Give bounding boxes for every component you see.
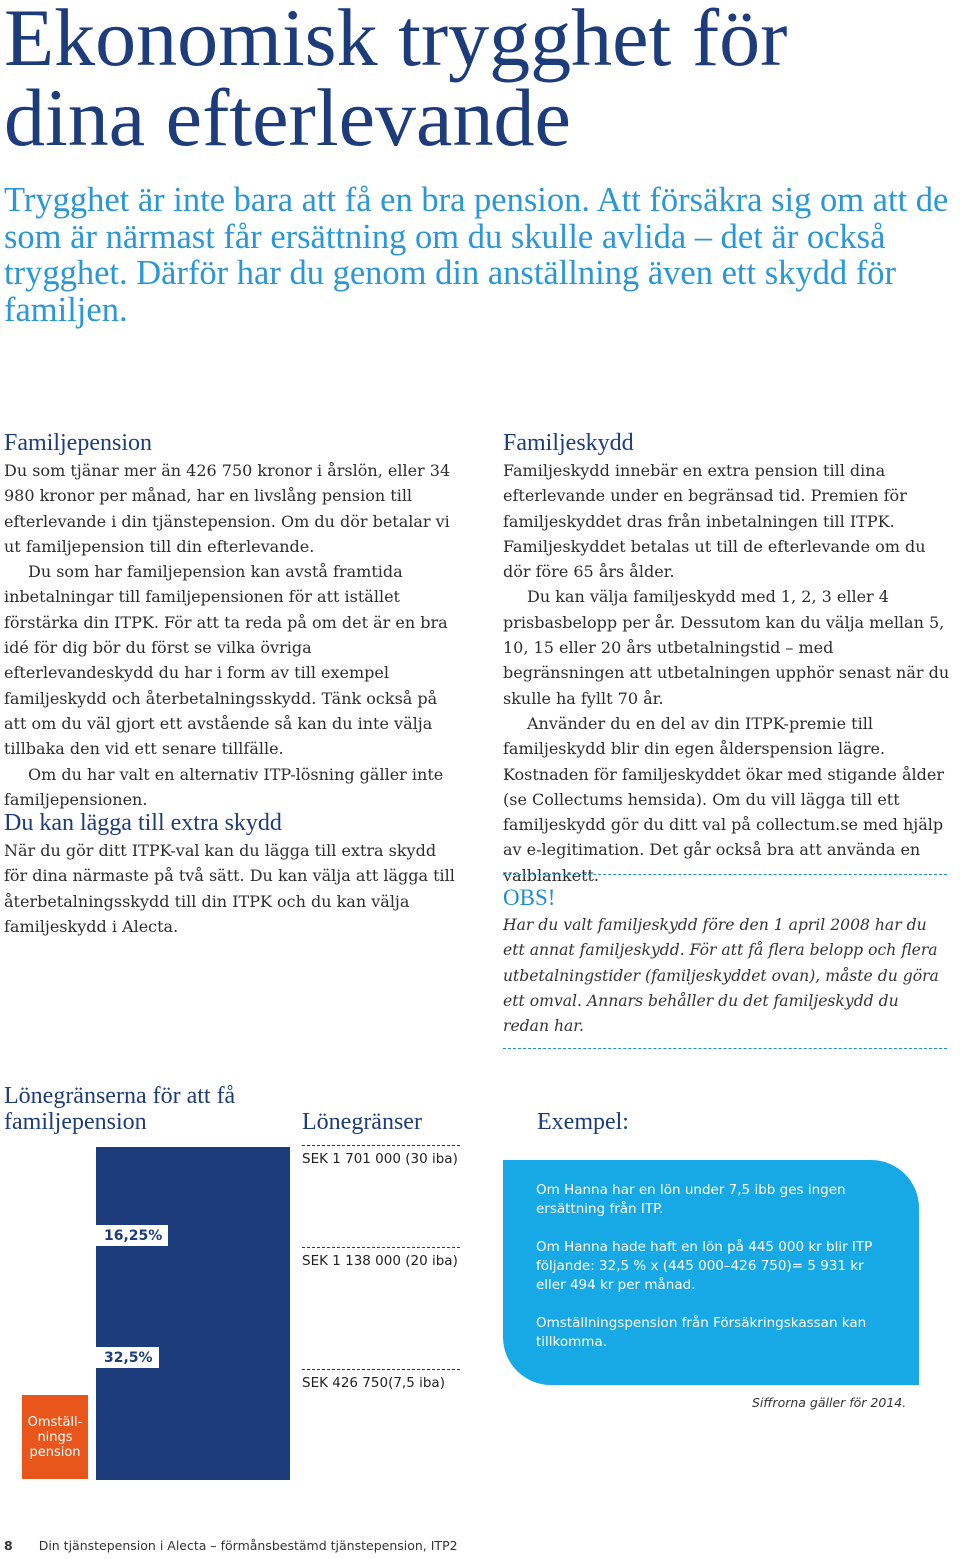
intro-text: Trygghet är inte bara att få en bra pension. Att försäkra sig om att de som är närmast får ersättning om du skulle avlida – det är också trygghet. Därför har du genom din anställning även ett skydd för familjen. [4,181,949,329]
limit-divider [302,1145,460,1146]
limit-value: SEK 1 701 000 (30 iba) [302,1151,458,1167]
familjeskydd-paragraph-3: Använder du en del av din ITPK-premie till familjeskydd blir din egen ålderspension lägre. Kostnaden för familjeskyddet ökar med stigande ålder (se Collectums hemsida). Om du vill lägga till ett familjeskydd gör du ditt val på collectum.se med hjälp av e-legitimation. Det går också bra att använda en valblankett. [503,713,944,885]
limit-row [302,1247,460,1269]
extra-skydd-heading: Du kan lägga till extra skydd [4,810,282,836]
familjeskydd-paragraph-1: Familjeskydd innebär en extra pension till dina efterlevande under en begränsad tid. Premien för familjeskyddet dras från inbetalningen till ITPK. Familjeskyddet betalas ut till de efterlevande om du dör före 65 års ålder. [503,461,926,582]
example-box [503,1160,919,1385]
familjeskydd-section [503,428,953,888]
limit-row [302,1145,460,1167]
page-title: Ekonomisk trygghet för dina efterlevande [4,0,788,163]
limit-value: SEK 1 138 000 (20 iba) [302,1253,458,1269]
familjepension-paragraph-3: Om du har valt en alternativ ITP-lösning gäller inte familjepensionen. [4,764,444,809]
page-footer [4,1538,944,1553]
familjepension-heading: Familjepension [4,430,152,456]
example-text-3: Omställningspension från Försäkringskassan kan tillkomma. [536,1315,867,1350]
percentage-label-upper: 16,25% [96,1225,168,1246]
example-text-1: Om Hanna har en lön under 7,5 ibb ges ingen ersättning från ITP. [536,1182,846,1217]
page-number: 8 [4,1538,13,1553]
limit-row [302,1369,460,1391]
familjeskydd-heading: Familjeskydd [503,430,634,456]
omstallningspension-block [22,1395,88,1479]
salary-bar-lower [96,1371,290,1480]
familjepension-section [4,428,456,812]
omstallningspension-label: Omställ-nings pension [27,1414,83,1460]
familjeskydd-paragraph-2: Du kan välja familjeskydd med 1, 2, 3 eller 4 prisbasbelopp per år. Dessutom kan du välja mellan 5, 10, 15 eller 20 års utbetalningstid – med begränsningen att utbetalningen upphör senast när du skulle ha fyllt 70 år. [503,587,950,708]
example-text-2: Om Hanna hade haft en lön på 445 000 kr blir ITP följande: 32,5 % x (445 000–426 750)= 5 931 kr eller 494 kr per månad. [536,1239,873,1293]
obs-bottom-divider [503,1048,947,1049]
limit-value: SEK 426 750(7,5 iba) [302,1375,445,1391]
limit-divider [302,1369,460,1370]
limits-title: Lönegränser [302,1109,422,1135]
extra-skydd-section [4,808,456,939]
percentage-label-lower: 32,5% [96,1347,159,1368]
obs-box [503,874,947,1049]
extra-skydd-paragraph: När du gör ditt ITPK-val kan du lägga till extra skydd för dina närmaste på två sätt. Du kan välja att lägga till återbetalningsskydd till din ITPK och du kan välja familjeskydd i Alecta. [4,841,455,936]
familjepension-paragraph-2: Du som har familjepension kan avstå framtida inbetalningar till familjepensionen för att istället förstärka din ITPK. För att ta reda på om det är en bra idé för dig bör du först se vilka övriga efterlevandeskydd du har i form av till exempel familjeskydd och återbetalningsskydd. Tänk också på att om du väl gjort ett avstående så kan du inte välja tillbaka den vid ett senare tillfälle. [4,562,448,759]
limit-divider [302,1247,460,1248]
obs-top-divider [503,874,947,875]
example-title: Exempel: [537,1109,629,1135]
infographic-title: Lönegränserna för att få familjepension [4,1083,236,1135]
figures-note: Siffrorna gäller för 2014. [752,1395,907,1410]
familjepension-paragraph-1: Du som tjänar mer än 426 750 kronor i årslön, eller 34 980 kronor per månad, har en livslång pension till efterlevande i din tjänstepension. Om du dör betalar vi ut familjepension till din efterlevande. [4,461,451,556]
obs-title: OBS! [503,885,556,910]
footer-text: Din tjänstepension i Alecta – förmånsbestämd tjänstepension, ITP2 [38,1538,458,1553]
obs-text: Har du valt familjeskydd före den 1 april 2008 har du ett annat familjeskydd. För att få flera belopp och flera utbetalningstider (familjeskyddet ovan), måste du göra ett omval. Annars behåller du det familjeskydd du redan har. [503,916,939,1036]
